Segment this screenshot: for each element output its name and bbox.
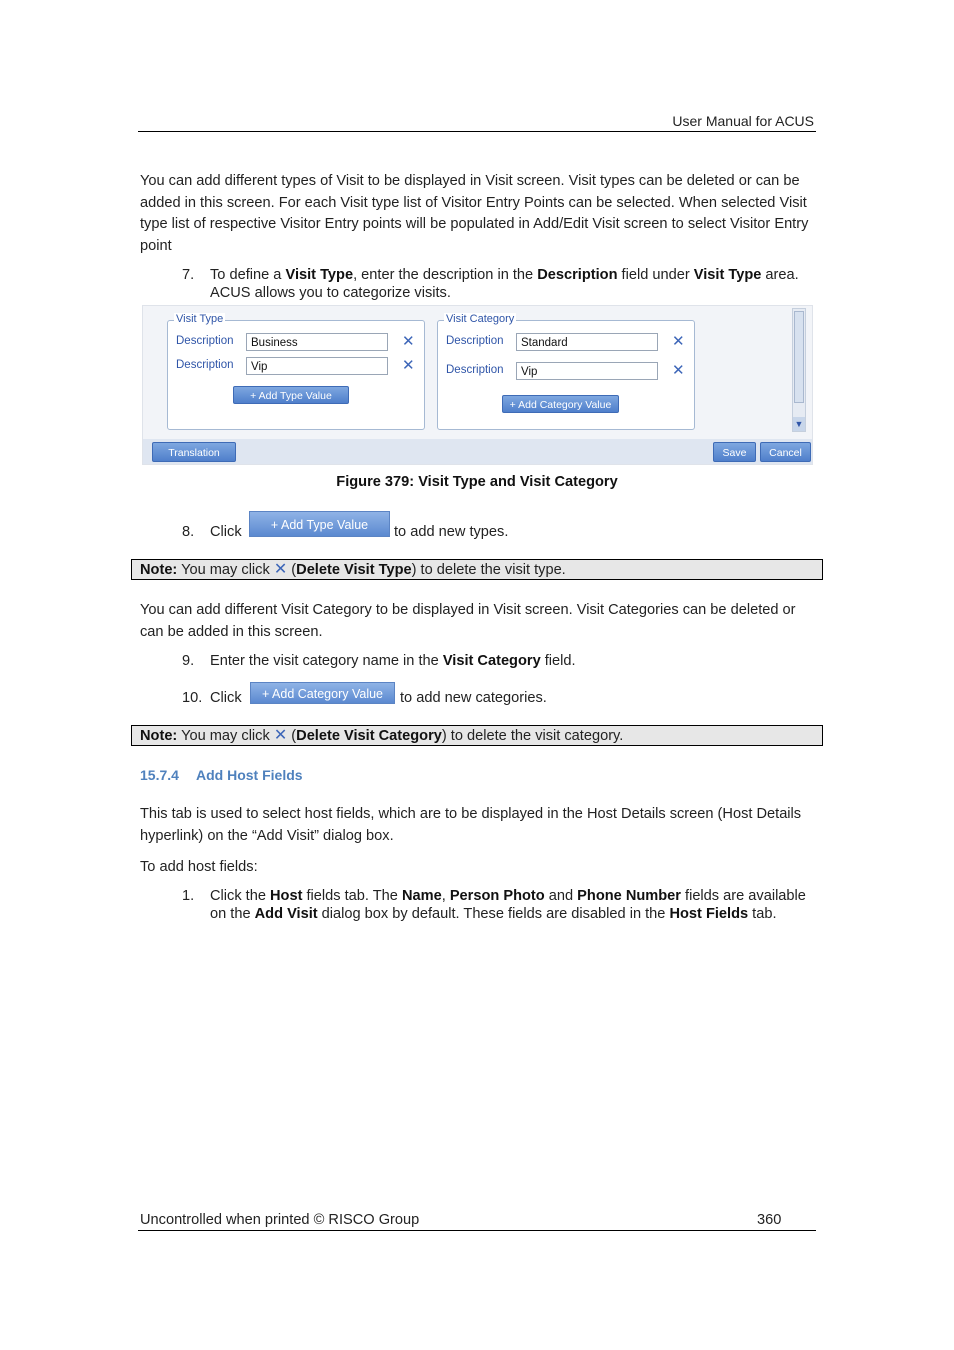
close-x-icon[interactable]: ✕ (402, 333, 415, 350)
to-add-host-fields: To add host fields: (140, 859, 258, 875)
step-text: Enter the visit category name in the Visit Category field. (210, 653, 576, 669)
visit-type-category-screenshot (142, 305, 813, 465)
step-click: Click (210, 690, 242, 706)
button-bar (143, 439, 812, 464)
host-paragraph: This tab is used to select host fields, which are to be displayed in the Host Details screen (Host Details hyperlink) on the “Add Visit” dialog box. (140, 806, 802, 844)
add-category-value-button[interactable]: + Add Category Value (250, 682, 395, 704)
page-number: 360 (757, 1212, 782, 1228)
vertical-scrollbar[interactable] (792, 308, 806, 432)
step-text: Click the Host fields tab. The Name, Person Photo and Phone Number fields are available on the Add Visit dialog box by default. These fields are disabled in the Host Fields tab. (210, 888, 806, 922)
add-category-value-button[interactable]: + Add Category Value (502, 395, 619, 413)
chevron-down-icon[interactable]: ▼ (794, 419, 804, 429)
step-click: Click (210, 524, 242, 540)
category-paragraph: You can add different Visit Category to be displayed in Visit screen. Visit Categories can be deleted or can be added in this screen. (140, 602, 796, 640)
intro-paragraph: You can add different types of Visit to be displayed in Visit screen. Visit types can be deleted or can be added in this screen. For each Visit type list of Visitor Entry Points can be selected. When selected Visit type list of respective Visitor Entry points will be populated in Add/Edit Visit screen to select Visitor Entry point (140, 173, 809, 254)
header-title: User Manual for ACUS (672, 113, 814, 129)
note-delete-visit-category: Note: You may click ✕ (Delete Visit Category) to delete the visit category. (131, 725, 823, 746)
section-heading (140, 767, 303, 783)
step-number: 1. (182, 888, 195, 904)
description-label: Description (176, 359, 234, 371)
visit-category-description-input[interactable]: Vip (516, 362, 658, 380)
header-rule (138, 131, 816, 132)
footer-copyright: Uncontrolled when printed © RISCO Group (140, 1212, 420, 1228)
visit-type-description-input[interactable]: Vip (246, 357, 388, 375)
description-label: Description (446, 335, 504, 347)
step-text: To define a Visit Type, enter the description in the Description field under Visit Type area. ACUS allows you to categorize visits. (210, 267, 799, 301)
step-after: to add new types. (394, 524, 509, 540)
visit-category-group (437, 313, 695, 430)
save-button[interactable]: Save (713, 442, 756, 462)
visit-category-description-input[interactable]: Standard (516, 333, 658, 351)
footer-rule (138, 1230, 816, 1231)
close-x-icon[interactable]: ✕ (672, 333, 685, 350)
note-delete-visit-type: Note: You may click ✕ (Delete Visit Type) to delete the visit type. (131, 559, 823, 580)
scrollbar-thumb[interactable] (794, 311, 804, 403)
description-label: Description (446, 364, 504, 376)
add-type-value-button[interactable]: + Add Type Value (233, 386, 349, 404)
close-x-icon[interactable]: ✕ (672, 362, 685, 379)
step-number: 7. (182, 267, 195, 283)
step-number: 10. (182, 690, 203, 706)
add-type-value-button[interactable]: + Add Type Value (249, 511, 390, 537)
visit-category-title: Visit Category (446, 313, 515, 325)
step-number: 9. (182, 653, 195, 669)
figure-caption: Figure 379: Visit Type and Visit Category (336, 474, 618, 490)
step-9 (182, 652, 822, 672)
section-title: Add Host Fields (196, 767, 303, 783)
description-label: Description (176, 335, 234, 347)
step-1 (182, 887, 822, 943)
close-x-icon: ✕ (273, 727, 288, 744)
visit-type-title: Visit Type (176, 313, 224, 325)
translation-button[interactable]: Translation (152, 442, 236, 462)
close-x-icon[interactable]: ✕ (402, 357, 415, 374)
section-number: 15.7.4 (140, 767, 179, 783)
step-after: to add new categories. (400, 690, 547, 706)
step-number: 8. (182, 524, 195, 540)
visit-type-description-input[interactable]: Business (246, 333, 388, 351)
close-x-icon: ✕ (273, 561, 288, 578)
visit-type-group (167, 313, 425, 430)
step-7 (182, 266, 822, 302)
cancel-button[interactable]: Cancel (760, 442, 811, 462)
